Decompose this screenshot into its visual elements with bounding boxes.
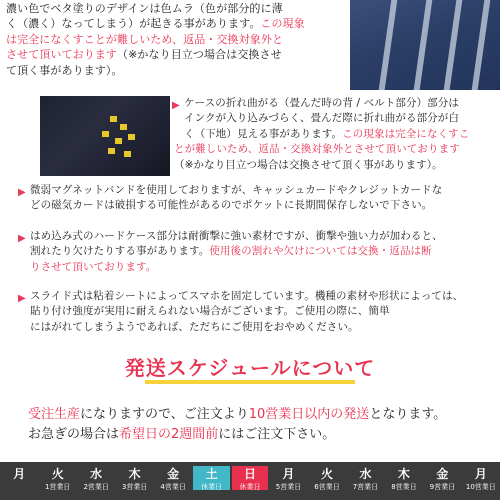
calendar-day-sub: 2営業日 [83, 483, 109, 491]
calendar-day-sub: 8営業日 [391, 483, 417, 491]
text-line: く（下地）見える事があります。 [184, 127, 343, 140]
calendar-day-sub: 5営業日 [275, 483, 302, 491]
text-line: どの磁気カードは破損する可能性があるのでポケットに長期間保存しないで下さい。 [30, 199, 433, 212]
red-text: 10営業日以内の発送 [248, 407, 370, 422]
text-line: 濃い色でベタ塗りのデザインは色ムラ（色が部分的に薄 [6, 2, 283, 15]
calendar-day [232, 466, 268, 490]
calendar-day-sub: 6営業日 [314, 483, 340, 491]
calendar-day-label: 金 [436, 467, 449, 481]
calendar-day-sub: 3営業日 [121, 483, 148, 491]
calendar-day-label: 日 [244, 467, 257, 481]
triangle-bullet-icon: ▶ [18, 187, 26, 198]
text-line: 貼り付け強度が実用に耐えられない場合がございます。ご使用の際に、簡単 [30, 305, 390, 318]
calendar-day [424, 466, 460, 490]
text-line: 微弱マグネットバンドを使用しておりますが、キャッシュカードやクレジットカードな [30, 184, 443, 196]
calendar-day-label: 月 [282, 467, 295, 481]
red-text: 希望日の2週間前 [119, 427, 219, 442]
text: お急ぎの場合は [28, 427, 120, 442]
text-line: インクが入り込みづらく、畳んだ際に折れ曲がる部分が白 [184, 112, 459, 125]
shipping-line-2 [28, 425, 335, 445]
heading-underline [145, 380, 355, 384]
product-photo-fold [40, 96, 170, 176]
calendar-day-sub: 7営業日 [352, 483, 379, 491]
shipping-heading: 発送スケジュールについて [124, 356, 376, 380]
red-text: 使用後の割れや欠けについては交換・返品は断 [209, 245, 432, 258]
calendar-day-sub: 9営業日 [429, 483, 456, 491]
triangle-bullet-icon: ▶ [18, 293, 26, 304]
calendar-day-label: 水 [90, 467, 103, 481]
calendar-day-sub: 4営業日 [160, 483, 186, 491]
text: となります。 [369, 407, 447, 422]
text-line: 割れたり欠けたりする事があります。 [30, 245, 210, 258]
calendar-day-label: 木 [397, 467, 410, 481]
calendar-day-sub: 休業日 [201, 483, 223, 491]
red-text: とが難しいため、返品・交換対象外とさせて頂いております [174, 143, 460, 156]
calendar-day-label: 木 [128, 467, 141, 481]
calendar-day-sub: 10営業日 [465, 483, 496, 491]
calendar-day [1, 466, 37, 490]
text: にはご注文下さい。 [218, 427, 336, 442]
triangle-bullet-icon: ▶ [18, 233, 26, 244]
red-text: させて頂いております [6, 48, 117, 62]
calendar-day [39, 466, 75, 490]
shipping-calendar [0, 462, 500, 500]
calendar-day [193, 466, 229, 490]
calendar-day [309, 466, 345, 490]
calendar-day [347, 466, 383, 490]
calendar-day-label: 火 [320, 467, 333, 481]
red-text: は完全になくすことが難しいため、返品・交換対象外と [6, 32, 284, 46]
calendar-day [386, 466, 422, 490]
shipping-line-1 [28, 405, 446, 425]
calendar-day-label: 水 [359, 467, 372, 481]
calendar-day-label: 月 [474, 467, 487, 481]
calendar-day-sub: 休業日 [239, 483, 261, 491]
text: になりますので、ご注文より [80, 407, 249, 422]
calendar-day [270, 466, 306, 490]
product-photo-top [350, 0, 500, 90]
text-line: く（濃く）なってしまう）が起きる事があります。 [6, 17, 261, 31]
red-text: この現象は完全になくすこ [342, 127, 470, 140]
calendar-day-label: 土 [205, 467, 218, 481]
text-line: て頂く事があります）。 [6, 63, 123, 77]
text-line: はめ込み式のハードケース部分は耐衝撃に強い素材ですが、衝撃や強い力が加わると、 [30, 230, 443, 242]
red-text: 受注生産 [28, 407, 81, 422]
calendar-day [463, 466, 499, 490]
calendar-day-label: 月 [13, 467, 26, 481]
triangle-bullet-icon: ▶ [172, 100, 180, 111]
text-line: （※かなり目立つ場合は交換させ [117, 48, 282, 62]
calendar-day-sub: 1営業日 [44, 483, 71, 491]
red-text: りさせて頂いております。 [30, 260, 157, 273]
text-line: にはがれてしまうようであれば、ただちにご使用をおやめください。 [30, 320, 359, 333]
calendar-day [78, 466, 114, 490]
calendar-day [155, 466, 191, 490]
calendar-day-label: 火 [51, 467, 64, 481]
red-text: この現象 [260, 17, 305, 31]
text-line: スライド式は粘着シートによってスマホを固定しています。機種の素材や形状によっては、 [30, 290, 464, 302]
text-line: （※かなり目立つ場合は交換させて頂く事があります）。 [174, 158, 443, 171]
text-line: ケースの折れ曲がる（畳んだ時の背 / ベルト部分）部分は [184, 97, 459, 109]
calendar-day [116, 466, 152, 490]
calendar-day-label: 金 [167, 467, 180, 481]
